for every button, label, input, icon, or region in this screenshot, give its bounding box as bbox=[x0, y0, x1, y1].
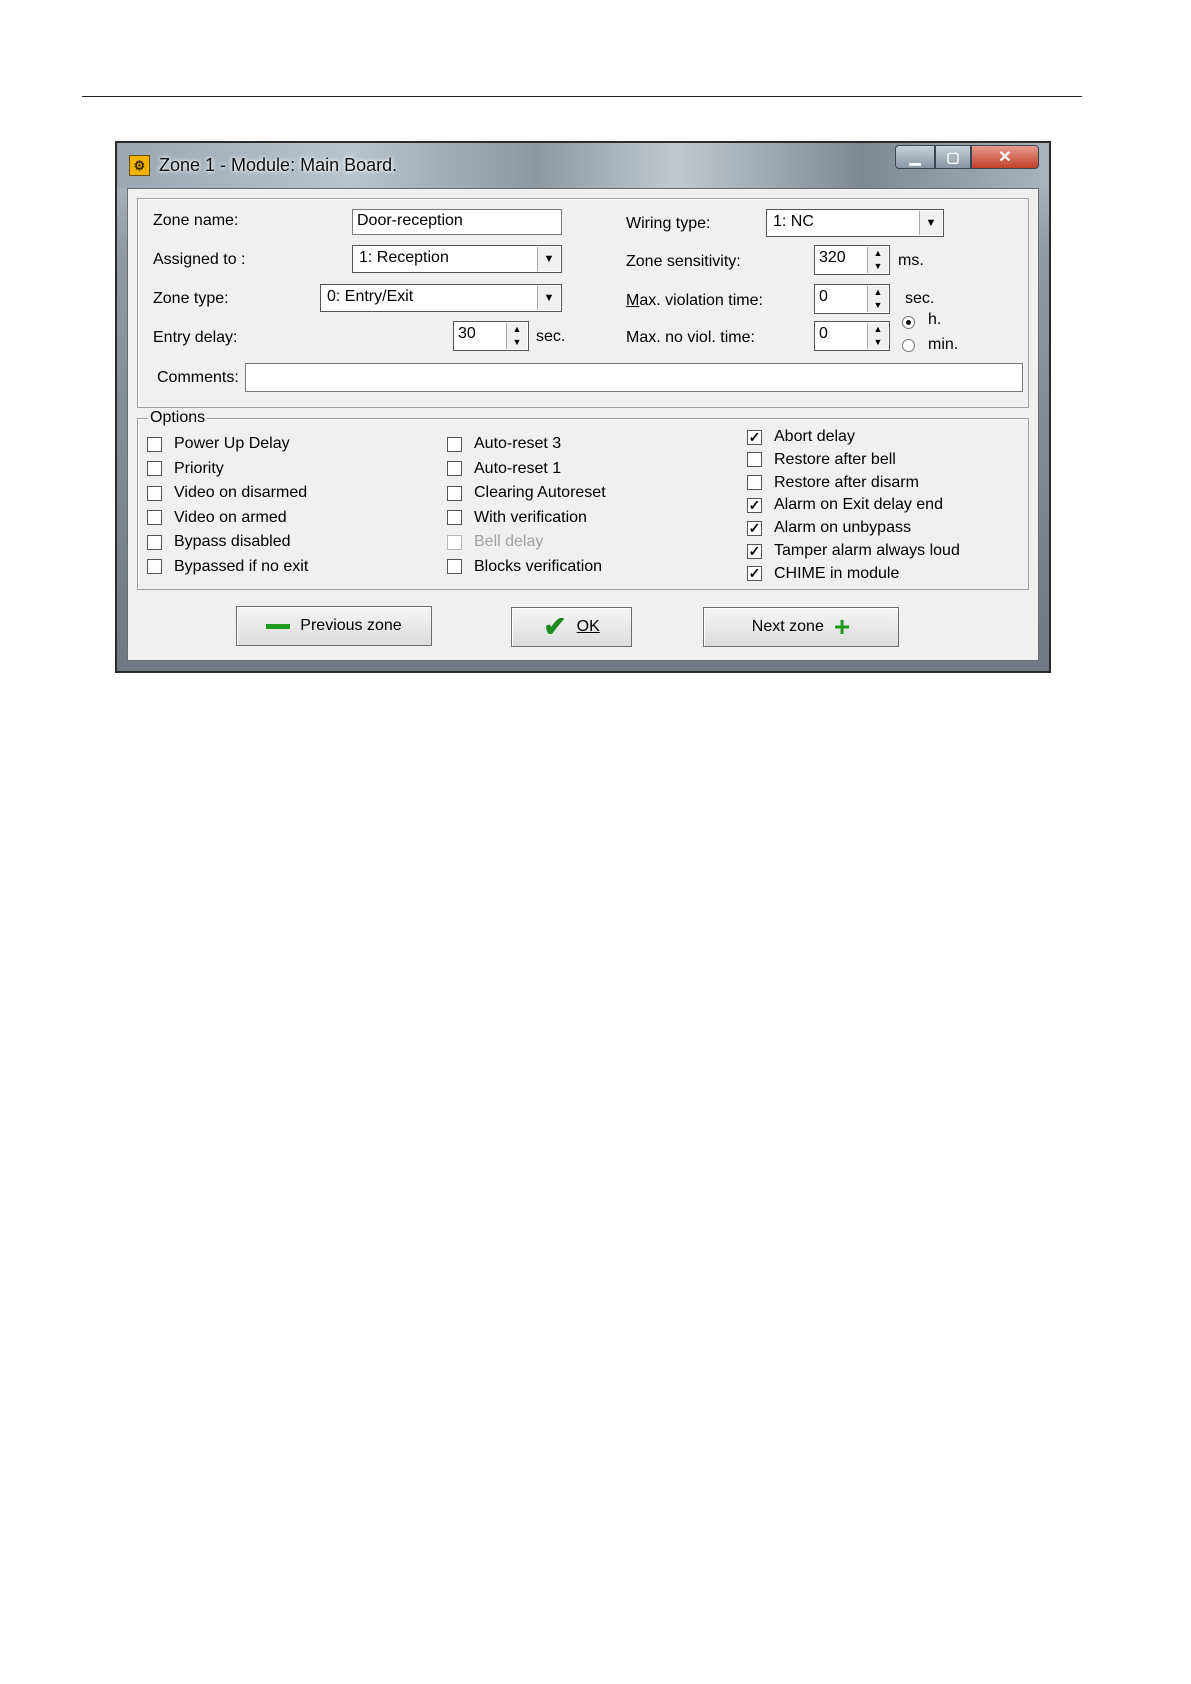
option-col3-item[interactable] bbox=[747, 451, 896, 469]
checkbox[interactable] bbox=[447, 510, 462, 525]
option-col3-item[interactable] bbox=[747, 565, 899, 583]
dialog-client-area bbox=[127, 188, 1039, 661]
option-col2-item bbox=[447, 533, 543, 551]
option-label: Video on disarmed bbox=[174, 484, 308, 501]
checkbox[interactable] bbox=[147, 486, 162, 501]
max-no-viol-spinner[interactable] bbox=[814, 321, 890, 351]
option-label: Clearing Autoreset bbox=[474, 484, 606, 501]
option-col1-item[interactable] bbox=[147, 435, 290, 453]
option-col1-item[interactable] bbox=[147, 533, 291, 551]
checkbox[interactable]: ✓ bbox=[748, 519, 761, 536]
options-group bbox=[137, 409, 1029, 590]
assigned-to-value: 1: Reception bbox=[359, 249, 449, 266]
option-label: Blocks verification bbox=[474, 557, 603, 575]
comments-label: Comments: bbox=[157, 369, 239, 386]
checkbox[interactable] bbox=[447, 559, 462, 574]
option-label: Video on armed bbox=[174, 508, 287, 526]
ok-label: OK bbox=[576, 618, 600, 635]
max-violation-label: Max. violation time: bbox=[626, 292, 763, 309]
option-label: Auto-reset 1 bbox=[474, 459, 562, 477]
previous-zone-button[interactable] bbox=[236, 606, 432, 646]
option-label: Bypass disabled bbox=[174, 533, 291, 550]
option-col3-item[interactable] bbox=[747, 542, 960, 560]
option-label: Tamper alarm always loud bbox=[774, 542, 960, 559]
app-icon: ⚙ bbox=[129, 155, 150, 176]
checkbox[interactable] bbox=[147, 535, 162, 550]
window-controls bbox=[895, 145, 1039, 171]
zone-type-value: 0: Entry/Exit bbox=[327, 288, 414, 305]
option-col2-item[interactable] bbox=[447, 460, 561, 478]
minimize-icon[interactable]: ▁ bbox=[895, 145, 935, 169]
option-col2-item[interactable] bbox=[447, 435, 561, 453]
max-no-viol-label: Max. no viol. time: bbox=[626, 329, 755, 346]
option-col3-item[interactable] bbox=[747, 428, 855, 446]
zone-sensitivity-value: 320 bbox=[819, 249, 846, 266]
max-violation-value: 0 bbox=[819, 288, 828, 305]
zone-type-label: Zone type: bbox=[153, 290, 229, 307]
checkbox[interactable] bbox=[147, 559, 162, 574]
option-col1-item[interactable] bbox=[147, 509, 287, 527]
ok-button[interactable] bbox=[511, 607, 632, 647]
entry-delay-label: Entry delay: bbox=[153, 329, 238, 346]
entry-delay-spinner[interactable] bbox=[453, 321, 529, 351]
chevron-down-icon[interactable]: ▼ bbox=[537, 286, 560, 310]
option-label: Auto-reset 3 bbox=[474, 435, 562, 452]
spin-arrows-icon[interactable]: ▲ ▼ bbox=[867, 323, 888, 349]
close-icon[interactable]: ✕ bbox=[971, 145, 1039, 169]
option-col1-item[interactable] bbox=[147, 484, 307, 502]
option-col1-item[interactable] bbox=[147, 558, 308, 576]
options-legend: Options bbox=[150, 409, 206, 426]
checkbox[interactable]: ✓ bbox=[748, 428, 761, 445]
option-label: Bell delay bbox=[474, 533, 544, 550]
spin-arrows-icon[interactable]: ▲ ▼ bbox=[506, 323, 527, 349]
checkbox[interactable] bbox=[147, 510, 162, 525]
checkbox[interactable] bbox=[147, 437, 162, 452]
zone-dialog bbox=[115, 141, 1051, 673]
chevron-down-icon[interactable]: ▼ bbox=[919, 211, 942, 235]
zone-sensitivity-unit: ms. bbox=[898, 252, 924, 269]
check-icon: ✔ bbox=[543, 611, 567, 642]
zone-type-select[interactable] bbox=[320, 284, 562, 312]
option-col2-item[interactable] bbox=[447, 484, 606, 502]
assigned-to-label: Assigned to : bbox=[153, 251, 246, 268]
option-label: Abort delay bbox=[774, 428, 855, 445]
option-label: CHIME in module bbox=[774, 564, 900, 582]
spin-arrows-icon[interactable]: ▲ ▼ bbox=[867, 247, 888, 273]
next-zone-label: Next zone bbox=[751, 618, 824, 635]
option-label: Power Up Delay bbox=[174, 435, 290, 452]
max-no-viol-value: 0 bbox=[819, 325, 828, 342]
option-col1-item[interactable] bbox=[147, 460, 224, 478]
chevron-down-icon[interactable]: ▼ bbox=[537, 247, 560, 271]
unit-minutes-label: min. bbox=[928, 336, 959, 353]
zone-sensitivity-label: Zone sensitivity: bbox=[626, 253, 741, 270]
unit-minutes-radio[interactable] bbox=[902, 339, 915, 352]
option-col3-item[interactable] bbox=[747, 496, 943, 514]
option-label: Alarm on unbypass bbox=[774, 519, 911, 537]
checkbox[interactable] bbox=[147, 461, 162, 476]
wiring-type-value: 1: NC bbox=[773, 213, 814, 230]
option-col3-item[interactable] bbox=[747, 474, 919, 492]
unit-hours-radio[interactable] bbox=[902, 316, 915, 329]
max-violation-spinner[interactable] bbox=[814, 284, 890, 314]
option-col2-item[interactable] bbox=[447, 509, 587, 527]
wiring-type-label: Wiring type: bbox=[626, 215, 711, 232]
zone-name-input[interactable]: Door-reception bbox=[352, 209, 562, 235]
option-label: Restore after disarm bbox=[774, 473, 919, 491]
checkbox[interactable] bbox=[447, 437, 462, 452]
previous-zone-label: Previous zone bbox=[300, 617, 402, 634]
checkbox[interactable] bbox=[447, 486, 462, 501]
option-col2-item[interactable] bbox=[447, 558, 602, 576]
minus-icon bbox=[266, 624, 290, 629]
checkbox[interactable]: ✓ bbox=[748, 565, 761, 582]
zone-name-label: Zone name: bbox=[153, 212, 239, 229]
option-label: Alarm on Exit delay end bbox=[774, 496, 943, 514]
checkbox[interactable] bbox=[447, 461, 462, 476]
checkbox[interactable]: ✓ bbox=[748, 496, 761, 513]
unit-hours-label: h. bbox=[928, 311, 942, 328]
option-label: Priority bbox=[174, 459, 224, 477]
plus-icon: + bbox=[833, 611, 851, 642]
next-zone-button[interactable] bbox=[703, 607, 899, 647]
window-title: Zone 1 - Module: Main Board. bbox=[159, 155, 398, 175]
entry-delay-unit: sec. bbox=[536, 328, 566, 345]
maximize-icon[interactable]: ▢ bbox=[935, 145, 971, 169]
checkbox[interactable] bbox=[747, 452, 762, 467]
checkbox bbox=[447, 535, 462, 550]
option-label: Bypassed if no exit bbox=[174, 557, 309, 575]
comments-input[interactable] bbox=[245, 363, 1023, 392]
checkbox[interactable]: ✓ bbox=[748, 542, 761, 559]
option-col3-item[interactable] bbox=[747, 519, 911, 537]
zone-settings-panel bbox=[137, 198, 1029, 408]
title-bar[interactable] bbox=[117, 143, 1049, 188]
option-label: With verification bbox=[474, 508, 587, 526]
max-violation-unit: sec. bbox=[905, 290, 935, 307]
option-label: Restore after bell bbox=[774, 450, 896, 468]
zone-sensitivity-spinner[interactable] bbox=[814, 245, 890, 275]
page-rule bbox=[82, 96, 1082, 97]
spin-arrows-icon[interactable]: ▲ ▼ bbox=[867, 286, 888, 312]
entry-delay-value: 30 bbox=[458, 325, 476, 342]
assigned-to-select[interactable] bbox=[352, 245, 562, 273]
checkbox[interactable] bbox=[747, 475, 762, 490]
wiring-type-select[interactable] bbox=[766, 209, 944, 237]
